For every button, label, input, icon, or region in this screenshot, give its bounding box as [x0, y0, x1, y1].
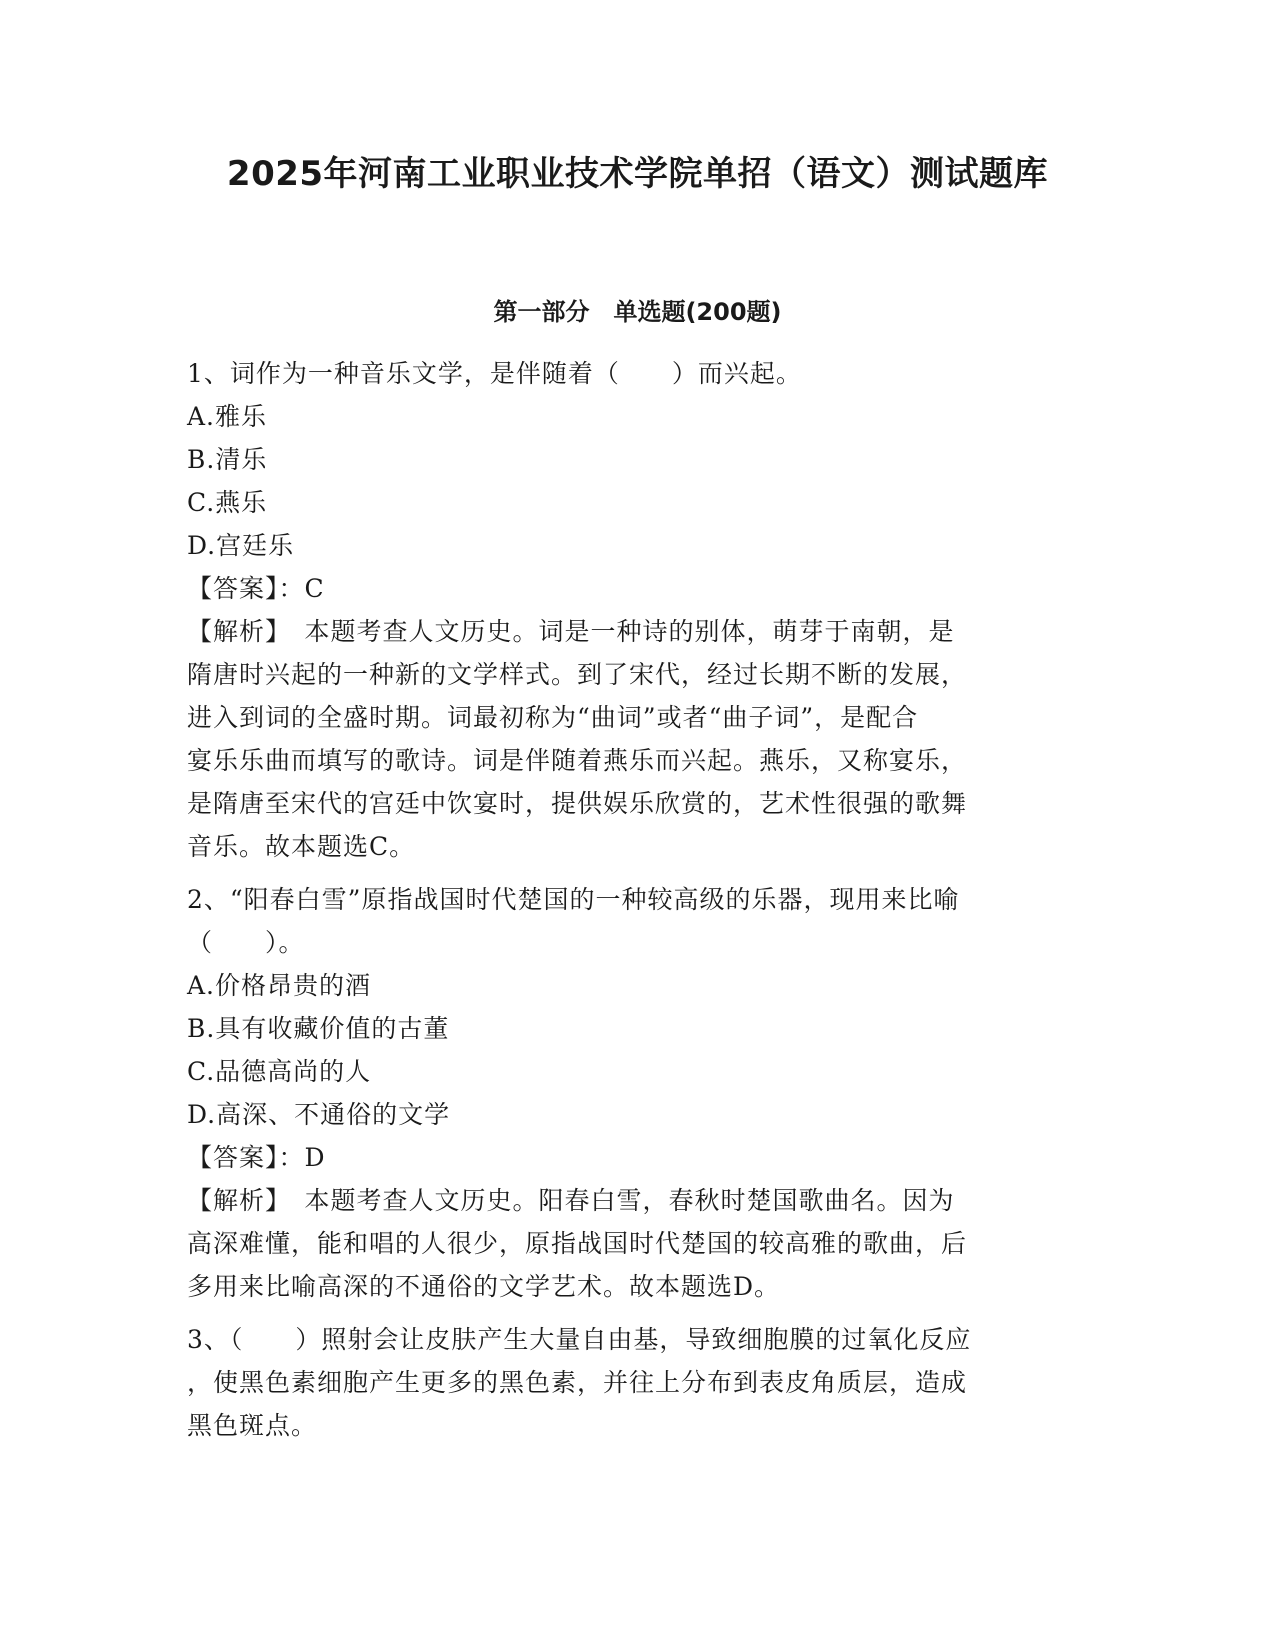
question-list [187, 352, 1067, 1447]
analysis-line: 高深难懂，能和唱的人很少，原指战国时代楚国的较高雅的歌曲，后 [187, 1229, 968, 1258]
option-b: B.清乐 [187, 445, 268, 474]
answer-line: 【答案】：D [187, 1143, 326, 1172]
question-stem-line: 黑色斑点。 [187, 1411, 318, 1440]
section-title: 第一部分 单选题(200题) [493, 298, 782, 326]
document-title: 2025年河南工业职业技术学院单招（语文）测试题库 [226, 154, 1049, 194]
analysis-line: 进入到词的全盛时期。词最初称为“曲词”或者“曲子词”，是配合 [187, 703, 919, 732]
analysis-line: 隋唐时兴起的一种新的文学样式。到了宋代，经过长期不断的发展， [187, 660, 968, 689]
answer-line: 【答案】：C [187, 574, 325, 603]
analysis-line: 【解析】 本题考查人文历史。词是一种诗的别体，萌芽于南朝，是 [187, 617, 955, 646]
question-stem-line: 1、词作为一种音乐文学，是伴随着（ ）而兴起。 [187, 359, 802, 388]
question-1 [187, 352, 1067, 868]
question-3 [187, 1318, 1067, 1447]
question-stem-line: 3、（ ）照射会让皮肤产生大量自由基，导致细胞膜的过氧化反应 [187, 1325, 972, 1354]
analysis-line: 是隋唐至宋代的宫廷中饮宴时，提供娱乐欣赏的，艺术性很强的歌舞 [187, 789, 968, 818]
question-stem-line: ，使黑色素细胞产生更多的黑色素，并往上分布到表皮角质层，造成 [187, 1368, 968, 1397]
analysis-line: 【解析】 本题考查人文历史。阳春白雪，春秋时楚国歌曲名。因为 [187, 1186, 955, 1215]
analysis-line: 音乐。故本题选C。 [187, 832, 416, 861]
question-stem-line: （ ）。 [187, 928, 305, 957]
question-stem-line: 2、“阳春白雪”原指战国时代楚国的一种较高级的乐器，现用来比喻 [187, 885, 960, 914]
option-a: A.雅乐 [187, 402, 268, 431]
option-a: A.价格昂贵的酒 [187, 971, 372, 1000]
option-d: D.宫廷乐 [187, 531, 295, 560]
analysis-line: 多用来比喻高深的不通俗的文学艺术。故本题选D。 [187, 1272, 781, 1301]
option-b: B.具有收藏价值的古董 [187, 1014, 450, 1043]
analysis-line: 宴乐乐曲而填写的歌诗。词是伴随着燕乐而兴起。燕乐，又称宴乐， [187, 746, 968, 775]
option-d: D.高深、不通俗的文学 [187, 1100, 451, 1129]
option-c: C.燕乐 [187, 488, 268, 517]
option-c: C.品德高尚的人 [187, 1057, 372, 1086]
question-2 [187, 878, 1067, 1308]
